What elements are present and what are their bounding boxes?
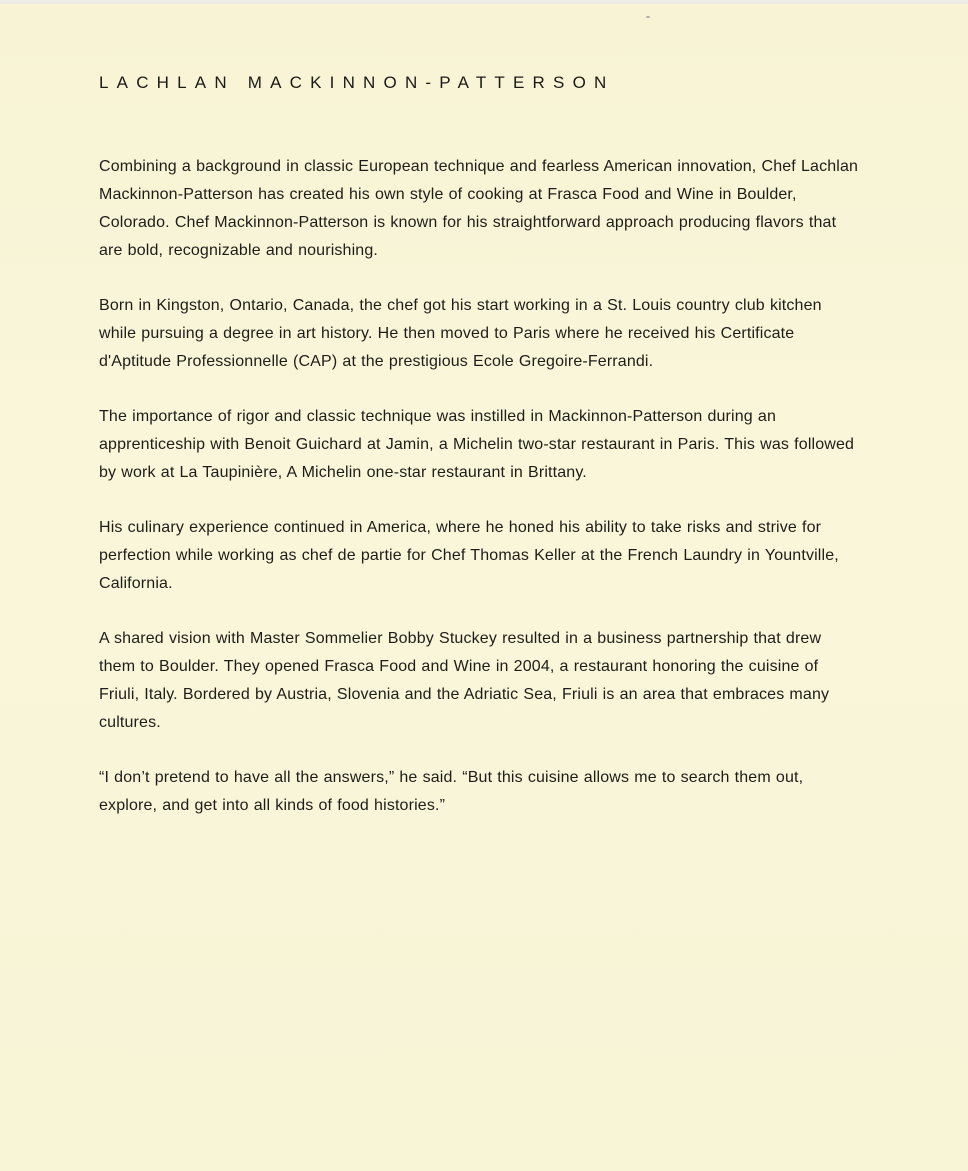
paragraph-america: His culinary experience continued in America, where he honed his ability to take risks and strive for perfection while working as chef de partie for Chef Thomas Keller at the French Laundry in Yountville, California. [99,519,839,592]
paragraph-intro: Combining a background in classic European technique and fearless American innovation, Chef Lachlan Mackinnon-Patterson has created his own style of cooking at Frasca Food and Wine in Boulder, Colorado. Chef Mackinnon-Patterson is known for his straightforward approach producing flavors that are bold, recognizable and nourishing. [99,158,859,259]
biography-body [99,153,859,847]
page-title: LACHLAN MACKINNON-PATTERSON [99,73,615,92]
paragraph-early-life: Born in Kingston, Ontario, Canada, the chef got his start working in a St. Louis country club kitchen while pursuing a degree in art history. He then moved to Paris where he received his Certificate d'Aptitude Professionnelle (CAP) at the prestigious Ecole Gregoire-Ferrandi. [99,297,822,370]
paragraph-frasca: A shared vision with Master Sommelier Bobby Stuckey resulted in a business partnership that drew them to Boulder. They opened Frasca Food and Wine in 2004, a restaurant honoring the cuisine of Friuli, Italy. Bordered by Austria, Slovenia and the Adriatic Sea, Friuli is an area that embraces many cultures. [99,630,830,731]
paragraph-apprenticeship: The importance of rigor and classic technique was instilled in Mackinnon-Patterson during an apprenticeship with Benoit Guichard at Jamin, a Michelin two-star restaurant in Paris. This was followed by work at La Taupinière, A Michelin one-star restaurant in Brittany. [99,408,855,481]
paragraph-quote: “I don’t pretend to have all the answers,” he said. “But this cuisine allows me to search them out, explore, and get into all kinds of food histories.” [99,769,804,814]
scan-top-edge [0,0,968,4]
paper-speck [646,16,650,18]
